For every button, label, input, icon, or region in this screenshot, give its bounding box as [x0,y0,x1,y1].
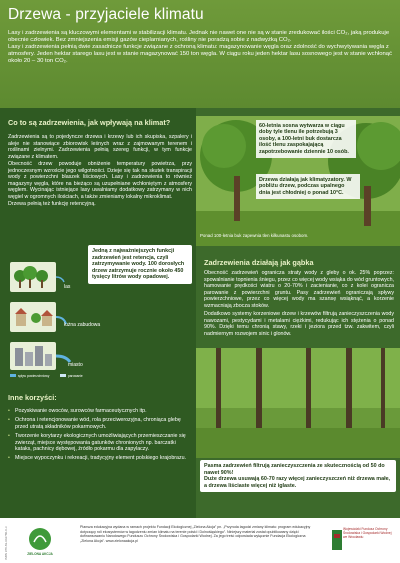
benefit-item: • Miejsce wypoczynku i rekreacji, tradycyjny element polskiego krajobrazu. [8,455,192,461]
footer [0,518,400,563]
benefits-section [8,393,192,465]
benefit-item: • Pozyskiwanie owoców, surowców farmaceutycznych itp. [8,408,192,414]
filter-fact-1: Pasma zadrzewień filtrują zanieczyszczenia ze skutecznością od 50 do nawet 90%! [204,463,385,476]
zielona-akcja-logo-text: ZIELONA AKCJA [27,552,53,556]
city-illustration [10,342,56,370]
header [0,0,400,108]
cooling-fact-callout: Drzewa działają jak klimatyzatory. W pobliżu drzew, podczas upalnego dnia jest chłodniej o ponad 10°C. [256,174,360,199]
label-suburb: łużna zabudowa [64,322,101,328]
benefits-list [8,408,192,462]
question-heading: Co to są zadrzewienia, jak wpływają na klimat? [8,118,171,127]
sponge-paragraph-2: Dodatkowo systemy korzeniowe drzew i krzewów filtrują zanieczyszczenia wody nawozami, pestycydami i metalami ciężkimi, redukując ich stężenia o ponad 90%. Dzięki temu chronią stawy, rzeki i jeziora przed tzw. zakwitem, czyli nadmiernym rozwojem sinic i glonów. [204,311,394,337]
label-city: miasto [68,362,83,368]
right-column [196,108,400,518]
benefit-item: • Tworzenie korytarzy ekologicznych umożliwiających przemieszczanie się zwierząt, miejsce występowania gatunków chronionych np. barczatki kataks, pachnicy dębowej, źródło pokarmu dla zapylaczy. [8,433,192,452]
sponge-heading: Zadrzewienia działają jak gąbka [204,258,314,267]
sponge-paragraph-1: Obecność zadrzewień ogranicza straty wody z gleby o ok. 25% poprzez: spowalnianie topnienia śniegu, przez co więcej wody wsiąka do wód gruntowych, hamowanie prędkości wiatru o 20-70% i zacienianie, co z kolei ogranicza parowanie z powierzchni gruntu. Pasy zadrzewień ograniczają spływy powierzchniowe, przez co więcej wody ma szansę wsiąknąć, a korzenie wzmacniają zbocza stoków. [204,270,394,309]
forest-illustration [10,262,56,292]
intro [8,30,392,65]
benefits-heading: Inne korzyści: [8,393,57,402]
legend-evaporation: parowanie [68,374,83,378]
benefit-item: • Ochrona i retencjonowanie wód, rola przeciwerozyjna, chroniąca glebę przed utratą składników pokarmowych. [8,417,192,430]
question-body [8,134,192,208]
forest-photo [196,348,400,458]
page-title: Drzewa - przyjaciele klimatu [8,6,204,23]
retention-fact-box: Jedną z najważniejszych funkcji zadrzewień jest retencja, czyli zatrzymywanie wody. 100 dorosłych drzew zatrzymuje rocznie około 450 tysięcy litrów wody opadowej. [88,245,192,284]
question-paragraph-1: Zadrzewienia są to pojedyncze drzewa i krzewy lub ich skupiska, szpalery i aleje nie stanowiące zbiorowisk leśnych wraz z zajmowanym terenem i roślinami zielnymi. Zadrzewienia pełnią szereg funkcji, w tym funkcje związane z klimatem. [8,134,192,160]
legend-runoff: spływ powierzchniowy [18,374,50,378]
intro-paragraph-1: Lasy i zadrzewienia są kluczowymi elementami w stabilizacji klimatu. Jednak nie nawet one nie są w stanie zredukować ilości CO₂, jaką produkuje obecnie człowiek. Bez zmniejszenia emisji gazów cieplarnianych, rośliny nie poradzą sobie z nadwyżką CO₂. [8,30,390,44]
left-column [0,108,196,518]
wfosigw-logo-text: Wojewódzki Fundusz Ochrony Środowiska i Gospodarki Wodnej we Wrocławiu [343,527,392,539]
intro-paragraph-2: Lasy i zadrzewienia pełnią dwie zasadnicze funkcje związane z ochroną klimatu: magazynowanie węgla oraz zdolność do wychwytywania węgla z atmosfery. Jeden hektar starego lasu jest w stanie magazynować 150 ton węgla. W ciągu roku jeden hektar lasu sosnowego jest w stanie wchłonąć około 20 – 30 ton CO₂. [8,44,392,65]
question-paragraph-3: Drzewa pełnią też funkcję retencyjną. [8,201,96,207]
suburb-illustration [10,302,56,332]
filter-fact-2: Duże drzewa usuwają 60-70 razy więcej zanieczyszczeń niż drzewa małe, a drzewa liściaste więcej niż iglaste. [204,476,391,489]
label-forest: las [64,284,71,290]
footer-funding-text: Plansza edukacyjna wydana w ramach projektu Fundacji Ekologicznej „Zielona Akcja” pn. „Przyroda łagodzi zmiany klimatu: program edukacyjny dotyczący roli ekosystemów w łagodzeniu zmian klimatu na terenie polski i Dolnośląskiego”. Niniejszy materiał został opublikowany dzięki dofinansowaniu Narodowego Funduszu Ochrony Środowiska i Gospodarki Wodnej. Za jego treść odpowiada wyłącznie Fundacja Ekologiczna „Zielona Akcja”. www.zielonaakcja.pl [80,525,311,544]
isbn-code: ISBN 978-83-942780-0-3 [4,526,8,560]
question-paragraph-2: Obecność drzew powoduje obniżenie temperatury powietrza, przy jednoczesnym wzroście jego wilgotności. Dzieje się tak na skutek transpiracji wody z powierzchni blaszek liściowych. Lasy i zadrzewienia to również magazyny węgla, które na bieżąco są uzupełniane wchłoniętym z atmosfery węglem. Wycinając istniejące lasy uwalniamy dodatkowy zatrzymany w nich węgiel w ogromnych ilościach, a także zmieniamy lokalny mikroklimat. [8,161,192,200]
sponge-body [204,270,394,337]
filter-fact-box [200,460,396,492]
oxygen-fact-callout: 60-letnia sosna wytwarza w ciągu doby tyle tlenu ile potrzebują 3 osoby, a 100-letni buk dostarcza ilość tlenu zaspokajającą zapotrzebowanie dziennie 10 osób. [256,120,356,158]
tree-photo-caption: Ponad 100-letnia buk zapewnia tlen kilkunastu osobom. [200,233,309,238]
